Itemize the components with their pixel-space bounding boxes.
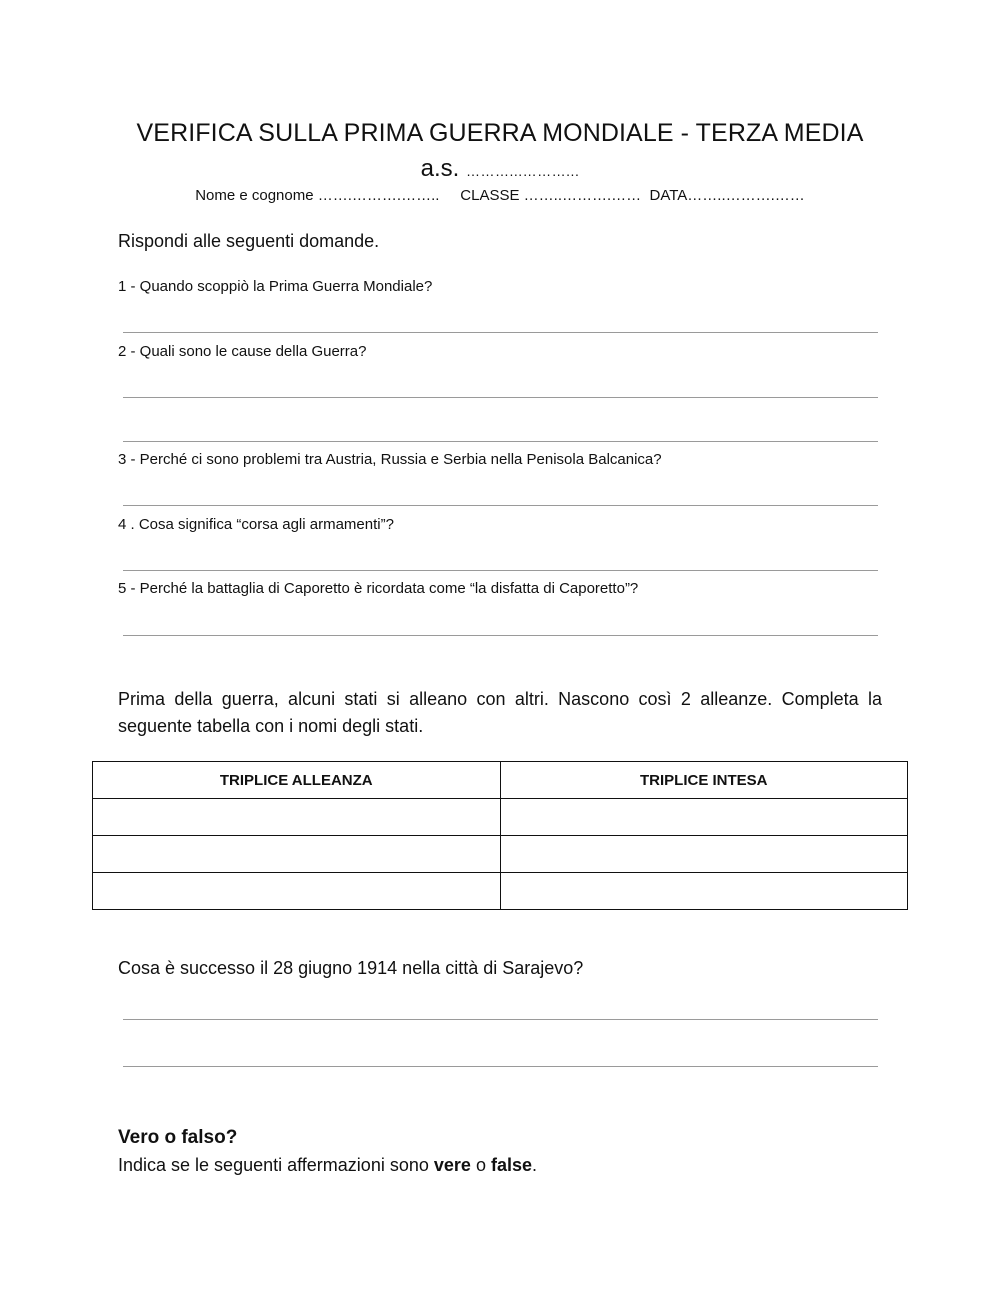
school-year-line xyxy=(0,154,1000,186)
question-4: 4 . Cosa significa “corsa agli armamenti”? xyxy=(118,516,394,533)
true-false-instruction xyxy=(118,1153,537,1177)
table-cell[interactable] xyxy=(500,799,908,836)
answer-line[interactable] xyxy=(123,635,878,636)
question-2: 2 - Quali sono le cause della Guerra? xyxy=(118,343,367,360)
table-header-row xyxy=(93,762,908,799)
answer-line[interactable] xyxy=(123,332,878,333)
name-label: Nome e cognome xyxy=(195,187,314,204)
answer-line[interactable] xyxy=(123,505,878,506)
alliances-table xyxy=(92,761,908,910)
table-row xyxy=(93,873,908,910)
table-cell[interactable] xyxy=(500,873,908,910)
question-5: 5 - Perché la battaglia di Caporetto è ricordata come “la disfatta di Caporetto”? xyxy=(118,580,639,597)
true-false-heading: Vero o falso? xyxy=(118,1127,238,1148)
page-title: VERIFICA SULLA PRIMA GUERRA MONDIALE - TERZA MEDIA xyxy=(136,119,864,147)
instruction-text: Indica se le seguenti affermazioni sono xyxy=(118,1155,429,1175)
table-cell[interactable] xyxy=(500,836,908,873)
class-label: CLASSE xyxy=(460,187,520,204)
instruction-period: . xyxy=(532,1155,538,1175)
answer-line[interactable] xyxy=(123,1066,878,1067)
alliances-instruction: Prima della guerra, alcuni stati si alleano con altri. Nascono così 2 alleanze. Completa la seguente tabella con i nomi degli stati. xyxy=(118,689,882,736)
instruction-or-word: o xyxy=(475,1155,486,1175)
instruction-false-word: false xyxy=(490,1155,533,1175)
table-cell[interactable] xyxy=(93,873,501,910)
school-year-label: a.s. xyxy=(420,155,460,182)
date-label: DATA xyxy=(649,187,688,204)
answer-line[interactable] xyxy=(123,441,878,442)
table-row xyxy=(93,799,908,836)
question-3: 3 - Perché ci sono problemi tra Austria, Russia e Serbia nella Penisola Balcanica? xyxy=(118,451,662,468)
sarajevo-question: Cosa è successo il 28 giugno 1914 nella città di Sarajevo? xyxy=(118,958,584,978)
instruction-true-word: vere xyxy=(433,1155,471,1175)
column-header-triplice-intesa: TRIPLICE INTESA xyxy=(500,762,908,799)
student-info-line xyxy=(0,186,1000,206)
section-instruction: Rispondi alle seguenti domande. xyxy=(118,231,380,251)
class-blank[interactable]: ……..……….…… xyxy=(523,187,642,204)
answer-line[interactable] xyxy=(123,1019,878,1020)
school-year-blank[interactable]: ………...………... xyxy=(466,163,580,179)
table-row xyxy=(93,836,908,873)
table-cell[interactable] xyxy=(93,836,501,873)
question-1: 1 - Quando scoppiò la Prima Guerra Mondiale? xyxy=(118,278,433,295)
answer-line[interactable] xyxy=(123,397,878,398)
name-blank[interactable]: …….……….…….. xyxy=(317,187,440,204)
table-cell[interactable] xyxy=(93,799,501,836)
date-blank[interactable]: ……..……….…… xyxy=(687,187,805,204)
answer-line[interactable] xyxy=(123,570,878,571)
column-header-triplice-alleanza: TRIPLICE ALLEANZA xyxy=(93,762,501,799)
